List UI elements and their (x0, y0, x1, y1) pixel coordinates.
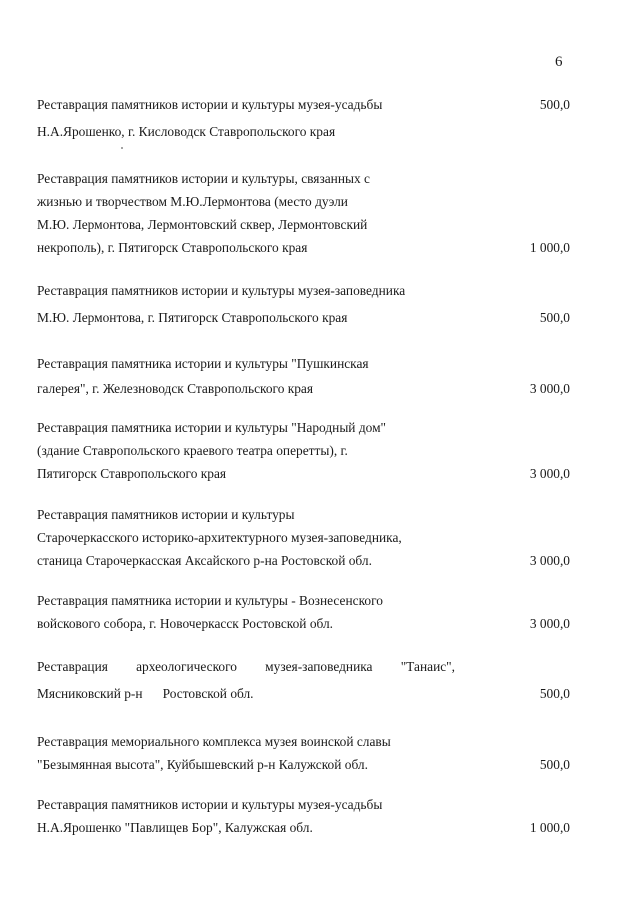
entry-text-line: Реставрация памятника истории и культуры "Народный дом" (37, 420, 387, 435)
entry-text-line: Реставрация памятников истории и культуры музея-заповедника (37, 283, 406, 298)
entry-amount: 500,0 (539, 97, 570, 112)
entry-text-line: галерея", г. Железноводск Ставропольского края (37, 381, 314, 396)
budget-entry-9 (37, 730, 570, 776)
entry-text-line: Реставрация памятников истории и культуры, связанных с (37, 171, 370, 186)
budget-entry-3 (37, 277, 570, 331)
entry-text-line: (здание Ставропольского краевого театра оперетты), г. (37, 443, 348, 458)
entry-text-line: Реставрация памятника истории и культуры "Пушкинская (37, 356, 369, 371)
entry-amount: 1 000,0 (529, 820, 570, 835)
entry-amount: 1 000,0 (529, 240, 570, 255)
entry-text-line: М.Ю. Лермонтова, г. Пятигорск Ставропольского края (37, 310, 348, 325)
budget-entry-1 (37, 91, 570, 145)
scan-speck (121, 147, 123, 149)
budget-entry-10 (37, 793, 570, 839)
entry-text-line: некрополь), г. Пятигорск Ставропольского края (37, 240, 308, 255)
budget-entry-5 (37, 416, 570, 485)
entry-text-line: Реставрация памятников истории и культуры (37, 507, 295, 522)
entry-text-line: "Безымянная высота", Куйбышевский р-н Калужской обл. (37, 757, 368, 772)
entry-amount: 500,0 (539, 686, 570, 701)
entry-amount: 3 000,0 (529, 466, 570, 481)
entry-text-line: М.Ю. Лермонтова, Лермонтовский сквер, Лермонтовский (37, 217, 368, 232)
entry-text-line: Н.А.Ярошенко, г. Кисловодск Ставропольского края (37, 124, 336, 139)
budget-entry-4 (37, 351, 570, 401)
page-number: 6 (555, 54, 563, 70)
entry-amount: 3 000,0 (529, 381, 570, 396)
entry-text-line: Мясниковский р-н Ростовской обл. (37, 686, 254, 701)
entry-text-line: Реставрация памятников истории и культуры музея-усадьбы (37, 97, 383, 112)
entry-text-line: жизнью и творчеством М.Ю.Лермонтова (место дуэли (37, 194, 348, 209)
entry-text-line: Реставрация памятников истории и культуры музея-усадьбы (37, 797, 383, 812)
entry-text-line: войскового собора, г. Новочеркасск Ростовской обл. (37, 616, 334, 631)
entry-text-line: Реставрация памятника истории и культуры - Вознесенского (37, 593, 383, 608)
budget-entry-2 (37, 167, 570, 259)
entry-text-line: станица Старочеркасская Аксайского р-на Ростовской обл. (37, 553, 372, 568)
entry-amount: 3 000,0 (529, 553, 570, 568)
entry-text-line: Старочеркасского историко-архитектурного музея-заповедника, (37, 530, 402, 545)
entry-amount: 500,0 (539, 310, 570, 325)
entry-amount: 500,0 (539, 757, 570, 772)
entry-amount: 3 000,0 (529, 616, 570, 631)
entry-text-line: Реставрация археологического музея-заповедника "Танаис", (37, 659, 455, 674)
budget-entry-6 (37, 503, 570, 572)
entry-text-line: Реставрация мемориального комплекса музея воинской славы (37, 734, 391, 749)
budget-entry-8 (37, 653, 570, 707)
entry-text-line: Пятигорск Ставропольского края (37, 466, 227, 481)
entry-text-line: Н.А.Ярошенко "Павлищев Бор", Калужская обл. (37, 820, 313, 835)
budget-entry-7 (37, 589, 570, 635)
